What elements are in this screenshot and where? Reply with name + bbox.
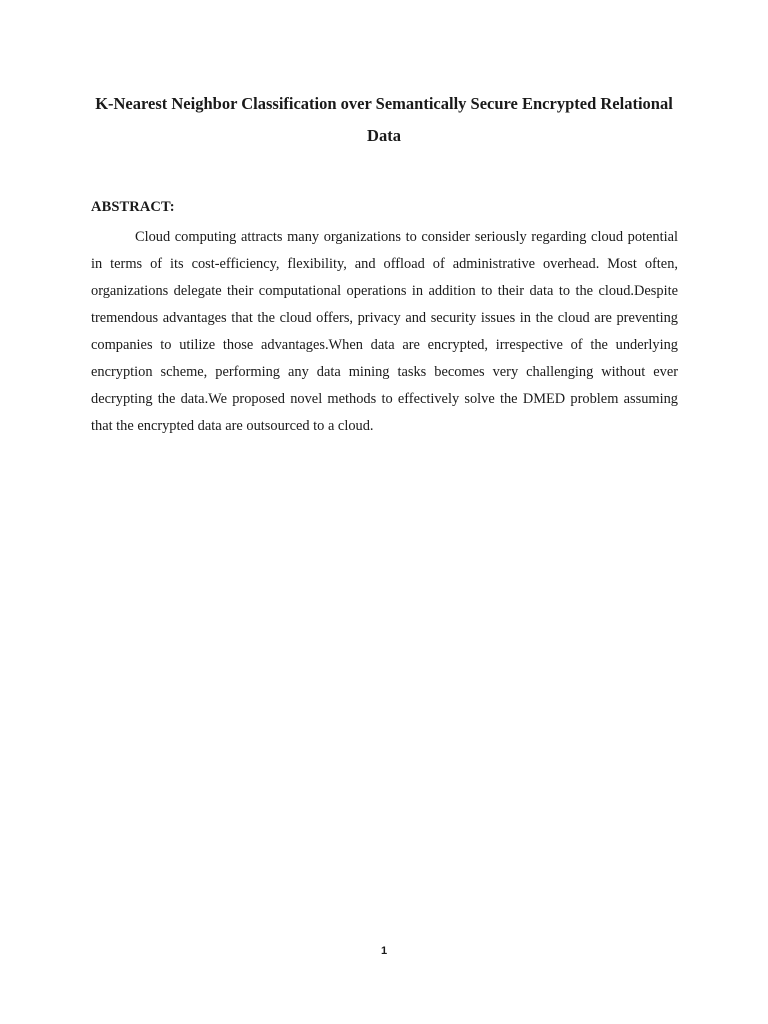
document-title: K-Nearest Neighbor Classification over Semantically Secure Encrypted Relational Data	[95, 94, 673, 145]
abstract-paragraph: Cloud computing attracts many organizations to consider seriously regarding cloud potential in terms of its cost-efficiency, flexibility, and offload of administrative overhead. Most often, organizations delegate their computational operations in addition to their data to the cloud.Despite tremendous advantages that the cloud offers, privacy and security issues in the cloud are preventing companies to utilize those advantages.When data are encrypted, irrespective of the underlying encryption scheme, performing any data mining tasks becomes very challenging without ever decrypting the data.We proposed novel methods to effectively solve the DMED problem assuming that the encrypted data are outsourced to a cloud.	[91, 229, 678, 434]
abstract-heading: ABSTRACT:	[91, 199, 175, 215]
page-number: 1	[380, 945, 388, 957]
